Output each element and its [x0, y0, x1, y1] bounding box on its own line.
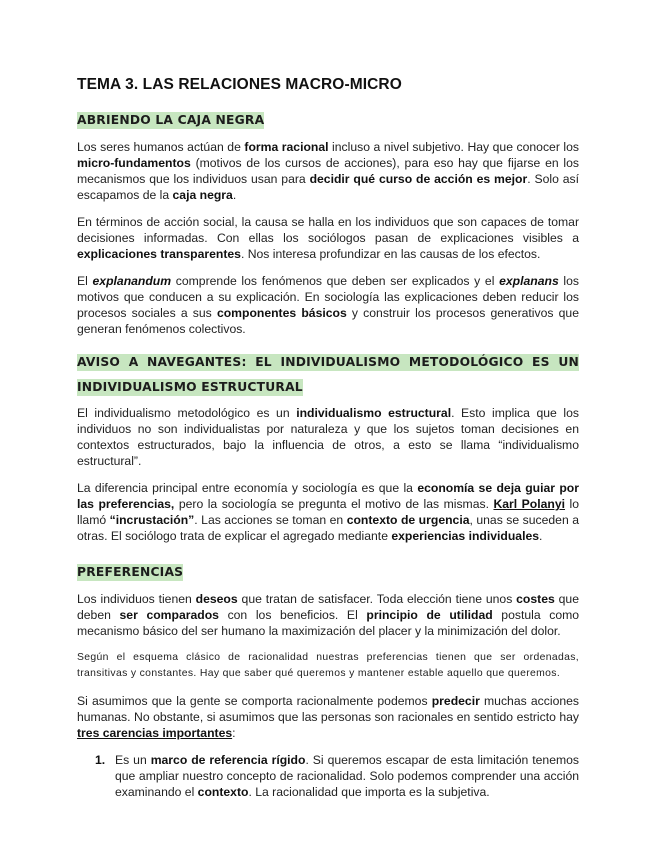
- heading-text: ABRIENDO LA CAJA NEGRA: [77, 113, 265, 127]
- paragraph: El individualismo metodológico es un individualismo estructural. Esto implica que los individuos no son individualistas por naturaleza y que los sujetos toman decisiones en contextos estructurados, bajo la influencia de otros, a esto se llama “individualismo estructural”.: [77, 406, 579, 468]
- section-heading-aviso-navegantes: [77, 348, 579, 398]
- paragraph: Los individuos tienen deseos que tratan de satisfacer. Toda elección tiene unos costes que deben ser comparados con los beneficios. El principio de utilidad postula como mecanismo básico del ser humano la maximización del placer y la minimización del dolor.: [77, 592, 580, 638]
- section-heading-caja-negra: [77, 103, 579, 131]
- heading-text: AVISO A NAVEGANTES: EL INDIVIDUALISMO METODOLÓGICO ES UN INDIVIDUALISMO ESTRUCTURAL: [77, 355, 579, 394]
- paragraph-small: Según el esquema clásico de racionalidad nuestras preferencias tienen que ser ordenadas, transitivas y constantes. Hay que saber qué queremos y mantener estable aquello que queremos.: [77, 652, 579, 679]
- list-item: 1. Es un marco de referencia rígido. Si queremos escapar de esta limitación tenemos que ampliar nuestro concepto de racionalidad. Solo podemos comprender una acción examinando el contexto. La racionalidad que importa es la subjetiva.: [95, 753, 579, 799]
- heading-text: PREFERENCIAS: [77, 565, 184, 579]
- paragraph: En términos de acción social, la causa se halla en los individuos que son capaces de tomar decisiones informadas. Con ellas los sociólogos pasan de explicaciones visibles a explicaciones transparentes. Nos interesa profundizar en las causas de los efectos.: [77, 215, 579, 261]
- document-title: TEMA 3. LAS RELACIONES MACRO-MICRO: [77, 76, 402, 93]
- paragraph: La diferencia principal entre economía y sociología es que la economía se deja guiar por las preferencias, pero la sociología se pregunta el motivo de las mismas. Karl Polanyi lo llamó “incrustación”. Las acciones se toman en contexto de urgencia, unas se suceden a otras. El sociólogo trata de explicar el agregado mediante experiencias individuales.: [77, 481, 580, 543]
- numbered-list: [77, 752, 579, 800]
- paragraph: El explanandum comprende los fenómenos que deben ser explicados y el explanans los motivos que conducen a su explicación. En sociología las explicaciones deben reducir los procesos sociales a sus componentes básicos y construir los procesos generativos que generan fenómenos colectivos.: [77, 274, 579, 336]
- paragraph: Si asumimos que la gente se comporta racionalmente podemos predecir muchas acciones humanas. No obstante, si asumimos que las personas son racionales en sentido estricto hay tres carencias importantes:: [77, 694, 579, 740]
- karl-polanyi-link: Karl Polanyi: [493, 497, 566, 511]
- paragraph: Los seres humanos actúan de forma racional incluso a nivel subjetivo. Hay que conocer los micro-fundamentos (motivos de los cursos de acciones), para eso hay que fijarse en los mecanismos que los individuos usan para decidir qué curso de acción es mejor. Solo así escapamos de la caja negra.: [77, 140, 579, 202]
- section-heading-preferencias: [77, 555, 579, 583]
